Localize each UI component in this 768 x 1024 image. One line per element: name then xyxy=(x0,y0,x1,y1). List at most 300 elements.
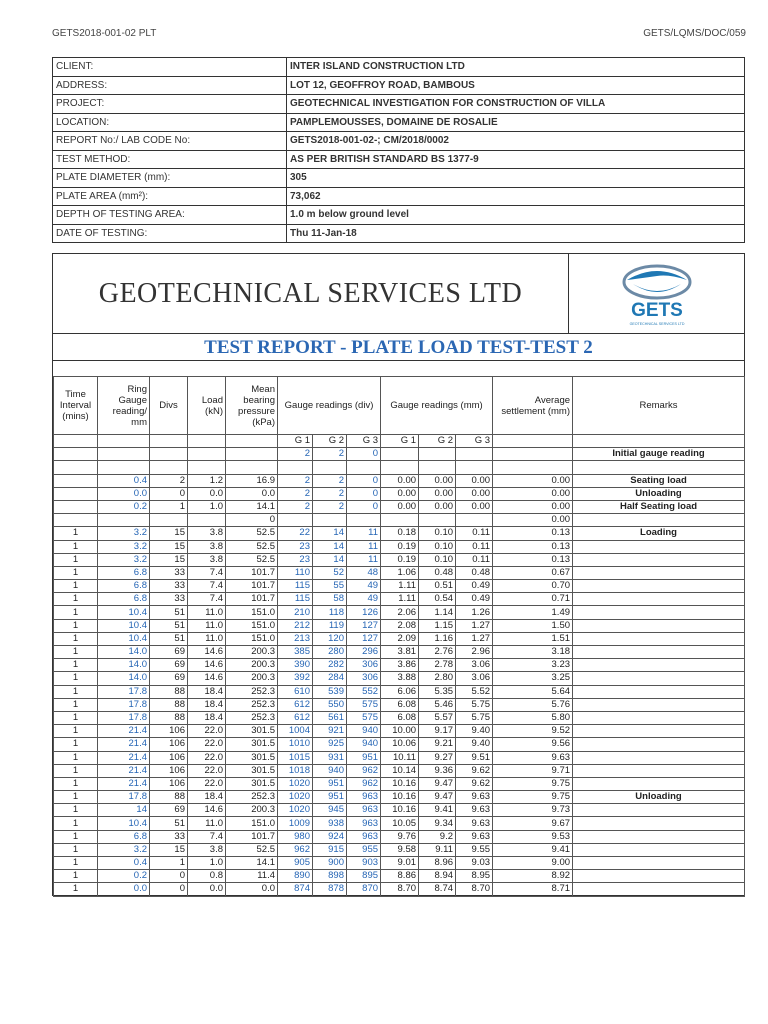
cell-ring-gauge: 6.8 xyxy=(98,566,150,579)
table-row xyxy=(54,738,745,751)
cell-g3-mm: 9.03 xyxy=(456,857,493,870)
cell-g1-div: 612 xyxy=(278,698,313,711)
info-row xyxy=(53,224,745,243)
cell-ring-gauge: 3.2 xyxy=(98,540,150,553)
cell-average-settlement: 5.76 xyxy=(493,698,573,711)
cell-divs: 106 xyxy=(150,764,188,777)
cell-remark: Half Seating load xyxy=(573,500,745,513)
header-pressure: Mean bearing pressure (kPa) xyxy=(226,377,278,435)
g1-div-label: G 1 xyxy=(278,435,313,448)
cell-g2-div: 2 xyxy=(313,500,347,513)
cell-g1-mm: 3.86 xyxy=(381,659,419,672)
cell-g3-mm: 9.63 xyxy=(456,791,493,804)
cell-average-settlement: 1.50 xyxy=(493,619,573,632)
info-value: INTER ISLAND CONSTRUCTION LTD xyxy=(287,58,745,77)
cell-time-interval: 1 xyxy=(54,646,98,659)
cell-g3-mm: 9.63 xyxy=(456,804,493,817)
cell-g1-mm: 10.16 xyxy=(381,777,419,790)
cell-ring-gauge: 10.4 xyxy=(98,817,150,830)
table-row xyxy=(54,791,745,804)
header-gauge-div: Gauge readings (div) xyxy=(278,377,381,435)
cell-divs: 33 xyxy=(150,593,188,606)
cell-ring-gauge xyxy=(98,461,150,474)
cell-g2-mm: 8.74 xyxy=(419,883,456,896)
cell-g1-mm: 10.06 xyxy=(381,738,419,751)
cell-ring-gauge: 17.8 xyxy=(98,711,150,724)
cell-ring-gauge: 6.8 xyxy=(98,580,150,593)
table-row xyxy=(54,619,745,632)
info-value: Thu 11-Jan-18 xyxy=(287,224,745,243)
info-value: PAMPLEMOUSSES, DOMAINE DE ROSALIE xyxy=(287,113,745,132)
info-row xyxy=(53,76,745,95)
cell-ring-gauge: 3.2 xyxy=(98,843,150,856)
cell-load: 3.8 xyxy=(188,553,226,566)
info-label: PLATE DIAMETER (mm): xyxy=(53,169,287,188)
cell-load: 22.0 xyxy=(188,764,226,777)
cell-remark xyxy=(573,804,745,817)
cell-remark xyxy=(573,606,745,619)
cell-average-settlement: 0.13 xyxy=(493,540,573,553)
cell-g1-div: 1018 xyxy=(278,764,313,777)
cell-divs: 106 xyxy=(150,725,188,738)
logo-subtext: GEOTECHNICAL SERVICES LTD xyxy=(629,322,685,326)
cell-g3-div: 870 xyxy=(347,883,381,896)
cell-time-interval: 1 xyxy=(54,870,98,883)
cell-average-settlement: 9.00 xyxy=(493,857,573,870)
table-row xyxy=(54,843,745,856)
cell-g2-div: 14 xyxy=(313,527,347,540)
cell-g3-div: 963 xyxy=(347,791,381,804)
gets-logo-icon xyxy=(569,254,745,334)
info-value: 1.0 m below ground level xyxy=(287,206,745,225)
cell-remark xyxy=(573,672,745,685)
cell-g1-mm: 2.09 xyxy=(381,632,419,645)
cell-average-settlement: 0.00 xyxy=(493,500,573,513)
cell-time-interval: 1 xyxy=(54,593,98,606)
table-row xyxy=(54,764,745,777)
cell-remark xyxy=(573,619,745,632)
cell-load: 22.0 xyxy=(188,725,226,738)
cell-g2-mm: 0.51 xyxy=(419,580,456,593)
cell-load: 1.2 xyxy=(188,474,226,487)
cell-g1-div: 905 xyxy=(278,857,313,870)
cell-remark xyxy=(573,540,745,553)
cell-g2-mm: 5.46 xyxy=(419,698,456,711)
cell-g1-mm: 10.16 xyxy=(381,791,419,804)
cell-ring-gauge: 0.2 xyxy=(98,500,150,513)
cell-g1-div: 1004 xyxy=(278,725,313,738)
cell-g2-div: 561 xyxy=(313,711,347,724)
cell-g1-mm: 6.08 xyxy=(381,698,419,711)
cell-mean-pressure: 101.7 xyxy=(226,593,278,606)
cell-g3-mm: 3.06 xyxy=(456,672,493,685)
cell-g2-mm: 9.21 xyxy=(419,738,456,751)
g2-mm-label: G 2 xyxy=(419,435,456,448)
cell-ring-gauge: 17.8 xyxy=(98,685,150,698)
table-row xyxy=(54,461,745,474)
cell-g1-div: 1020 xyxy=(278,804,313,817)
g1-mm-label: G 1 xyxy=(381,435,419,448)
cell-load: 0.0 xyxy=(188,883,226,896)
initial-remark: Initial gauge reading xyxy=(573,448,745,461)
cell-ring-gauge: 10.4 xyxy=(98,606,150,619)
cell-divs: 106 xyxy=(150,738,188,751)
cell-g1-div: 612 xyxy=(278,711,313,724)
cell-g2-mm: 9.2 xyxy=(419,830,456,843)
cell-mean-pressure: 16.9 xyxy=(226,474,278,487)
cell-g3-mm: 0.11 xyxy=(456,540,493,553)
cell-mean-pressure: 14.1 xyxy=(226,857,278,870)
header-divs: Divs xyxy=(150,377,188,435)
cell-divs: 69 xyxy=(150,646,188,659)
table-row xyxy=(54,672,745,685)
cell-g1-div: 210 xyxy=(278,606,313,619)
g3-div-label: G 3 xyxy=(347,435,381,448)
cell-g2-div: 2 xyxy=(313,487,347,500)
cell-g1-mm: 8.86 xyxy=(381,870,419,883)
cell-ring-gauge: 0.4 xyxy=(98,857,150,870)
cell-mean-pressure: 0 xyxy=(226,514,278,527)
cell-g2-mm: 0.48 xyxy=(419,566,456,579)
table-row xyxy=(54,553,745,566)
cell-g1-mm: 2.06 xyxy=(381,606,419,619)
cell-g2-div: 550 xyxy=(313,698,347,711)
cell-g3-div: 962 xyxy=(347,764,381,777)
cell-g3-mm: 8.95 xyxy=(456,870,493,883)
cell-divs: 33 xyxy=(150,830,188,843)
cell-g3-div: 940 xyxy=(347,725,381,738)
info-label: LOCATION: xyxy=(53,113,287,132)
cell-g2-mm: 1.14 xyxy=(419,606,456,619)
cell-divs: 106 xyxy=(150,777,188,790)
cell-g3-mm: 9.51 xyxy=(456,751,493,764)
cell-g3-mm: 9.62 xyxy=(456,777,493,790)
cell-g1-mm: 1.11 xyxy=(381,593,419,606)
cell-g1-div: 874 xyxy=(278,883,313,896)
cell-load: 7.4 xyxy=(188,566,226,579)
table-row xyxy=(54,777,745,790)
info-value: 73,062 xyxy=(287,187,745,206)
cell-g1-div: 2 xyxy=(278,487,313,500)
cell-g1-mm: 10.00 xyxy=(381,725,419,738)
cell-g2-mm: 9.11 xyxy=(419,843,456,856)
info-row xyxy=(53,169,745,188)
cell-remark xyxy=(573,883,745,896)
cell-g3-mm: 9.40 xyxy=(456,725,493,738)
cell-g1-mm: 0.19 xyxy=(381,540,419,553)
cell-remark xyxy=(573,857,745,870)
cell-g2-div: 55 xyxy=(313,580,347,593)
cell-g1-mm: 6.08 xyxy=(381,711,419,724)
cell-mean-pressure: 301.5 xyxy=(226,725,278,738)
cell-g2-mm: 0.10 xyxy=(419,553,456,566)
cell-mean-pressure: 200.3 xyxy=(226,659,278,672)
table-row xyxy=(54,804,745,817)
cell-g3-div: 0 xyxy=(347,474,381,487)
cell-divs: 88 xyxy=(150,685,188,698)
g2-div-label: G 2 xyxy=(313,435,347,448)
cell-average-settlement: 3.23 xyxy=(493,659,573,672)
cell-g3-div: 903 xyxy=(347,857,381,870)
cell-mean-pressure: 151.0 xyxy=(226,632,278,645)
cell-g3-div: 963 xyxy=(347,830,381,843)
cell-g3-mm: 0.00 xyxy=(456,500,493,513)
cell-g2-div: 280 xyxy=(313,646,347,659)
cell-time-interval: 1 xyxy=(54,632,98,645)
cell-remark xyxy=(573,580,745,593)
cell-g2-mm: 2.76 xyxy=(419,646,456,659)
table-row xyxy=(54,487,745,500)
cell-g3-div: 49 xyxy=(347,580,381,593)
header-remarks: Remarks xyxy=(573,377,745,435)
cell-divs: 88 xyxy=(150,711,188,724)
cell-divs: 15 xyxy=(150,527,188,540)
cell-load: 3.8 xyxy=(188,527,226,540)
cell-average-settlement: 0.00 xyxy=(493,474,573,487)
cell-remark xyxy=(573,566,745,579)
cell-load: 18.4 xyxy=(188,685,226,698)
cell-remark: Seating load xyxy=(573,474,745,487)
cell-g1-div: 890 xyxy=(278,870,313,883)
cell-ring-gauge: 17.8 xyxy=(98,791,150,804)
cell-ring-gauge: 10.4 xyxy=(98,632,150,645)
cell-load: 11.0 xyxy=(188,619,226,632)
info-label: REPORT No:/ LAB CODE No: xyxy=(53,132,287,151)
table-row xyxy=(54,474,745,487)
cell-g1-mm: 6.06 xyxy=(381,685,419,698)
cell-ring-gauge: 0.0 xyxy=(98,883,150,896)
info-value: AS PER BRITISH STANDARD BS 1377-9 xyxy=(287,150,745,169)
header-ring-gauge: Ring Gauge reading/ mm xyxy=(98,377,150,435)
info-label: TEST METHOD: xyxy=(53,150,287,169)
cell-average-settlement: 0.67 xyxy=(493,566,573,579)
table-row xyxy=(54,580,745,593)
cell-g3-mm: 9.63 xyxy=(456,830,493,843)
cell-g3-div: 48 xyxy=(347,566,381,579)
cell-g2-mm: 8.94 xyxy=(419,870,456,883)
cell-mean-pressure: 52.5 xyxy=(226,527,278,540)
cell-g1-mm: 10.05 xyxy=(381,817,419,830)
cell-g1-div: 22 xyxy=(278,527,313,540)
cell-g1-div: 385 xyxy=(278,646,313,659)
cell-average-settlement: 5.64 xyxy=(493,685,573,698)
cell-g1-div xyxy=(278,461,313,474)
cell-g2-mm: 9.17 xyxy=(419,725,456,738)
cell-g1-div: 1010 xyxy=(278,738,313,751)
cell-mean-pressure: 0.0 xyxy=(226,883,278,896)
cell-load xyxy=(188,461,226,474)
cell-g1-mm: 9.58 xyxy=(381,843,419,856)
info-row xyxy=(53,187,745,206)
cell-g2-div: 119 xyxy=(313,619,347,632)
cell-g3-div xyxy=(347,514,381,527)
cell-divs: 106 xyxy=(150,751,188,764)
table-row xyxy=(54,857,745,870)
cell-load: 1.0 xyxy=(188,857,226,870)
cell-g2-mm: 0.10 xyxy=(419,527,456,540)
cell-divs: 1 xyxy=(150,500,188,513)
cell-remark xyxy=(573,725,745,738)
cell-divs xyxy=(150,514,188,527)
info-label: PROJECT: xyxy=(53,95,287,114)
cell-ring-gauge: 21.4 xyxy=(98,725,150,738)
cell-g2-div: 52 xyxy=(313,566,347,579)
cell-divs: 33 xyxy=(150,580,188,593)
cell-load: 11.0 xyxy=(188,632,226,645)
cell-divs: 15 xyxy=(150,553,188,566)
cell-average-settlement: 0.13 xyxy=(493,527,573,540)
cell-g2-mm: 5.35 xyxy=(419,685,456,698)
cell-g2-div xyxy=(313,461,347,474)
cell-load: 22.0 xyxy=(188,777,226,790)
cell-g1-div xyxy=(278,514,313,527)
table-row xyxy=(54,870,745,883)
cell-g3-mm: 2.96 xyxy=(456,646,493,659)
cell-g1-mm: 0.19 xyxy=(381,553,419,566)
cell-g3-mm: 8.70 xyxy=(456,883,493,896)
cell-g2-mm: 1.15 xyxy=(419,619,456,632)
cell-g2-div: 931 xyxy=(313,751,347,764)
cell-g1-div: 212 xyxy=(278,619,313,632)
cell-average-settlement: 9.75 xyxy=(493,791,573,804)
cell-g3-mm: 0.48 xyxy=(456,566,493,579)
cell-mean-pressure: 52.5 xyxy=(226,540,278,553)
cell-time-interval: 1 xyxy=(54,527,98,540)
cell-mean-pressure: 252.3 xyxy=(226,698,278,711)
cell-g1-mm xyxy=(381,514,419,527)
cell-g3-div: 306 xyxy=(347,672,381,685)
cell-g2-mm: 9.34 xyxy=(419,817,456,830)
cell-g2-div: 2 xyxy=(313,474,347,487)
cell-average-settlement: 9.63 xyxy=(493,751,573,764)
cell-remark xyxy=(573,646,745,659)
table-row xyxy=(54,725,745,738)
cell-remark: Loading xyxy=(573,527,745,540)
cell-ring-gauge: 0.0 xyxy=(98,487,150,500)
project-info-table xyxy=(52,57,745,243)
initial-g3: 0 xyxy=(347,448,381,461)
report-title: TEST REPORT - PLATE LOAD TEST-TEST 2 xyxy=(53,335,744,361)
cell-g1-div: 115 xyxy=(278,580,313,593)
cell-load: 7.4 xyxy=(188,593,226,606)
cell-g3-div: 895 xyxy=(347,870,381,883)
initial-reading-row xyxy=(54,448,745,461)
cell-time-interval: 1 xyxy=(54,751,98,764)
cell-ring-gauge: 21.4 xyxy=(98,777,150,790)
cell-load: 14.6 xyxy=(188,672,226,685)
cell-average-settlement: 8.92 xyxy=(493,870,573,883)
cell-mean-pressure: 11.4 xyxy=(226,870,278,883)
cell-g3-div: 11 xyxy=(347,553,381,566)
cell-mean-pressure: 151.0 xyxy=(226,606,278,619)
cell-time-interval xyxy=(54,500,98,513)
cell-mean-pressure: 101.7 xyxy=(226,580,278,593)
cell-average-settlement: 9.71 xyxy=(493,764,573,777)
cell-remark xyxy=(573,830,745,843)
table-row xyxy=(54,817,745,830)
info-label: PLATE AREA (mm²): xyxy=(53,187,287,206)
cell-divs: 0 xyxy=(150,883,188,896)
cell-g3-div: 0 xyxy=(347,487,381,500)
cell-time-interval: 1 xyxy=(54,672,98,685)
cell-g1-mm: 0.18 xyxy=(381,527,419,540)
cell-load: 0.0 xyxy=(188,487,226,500)
cell-average-settlement: 0.00 xyxy=(493,487,573,500)
cell-average-settlement: 1.49 xyxy=(493,606,573,619)
cell-ring-gauge: 21.4 xyxy=(98,764,150,777)
cell-ring-gauge: 6.8 xyxy=(98,593,150,606)
cell-mean-pressure: 14.1 xyxy=(226,500,278,513)
cell-divs: 15 xyxy=(150,540,188,553)
cell-remark xyxy=(573,514,745,527)
info-value: 305 xyxy=(287,169,745,188)
cell-g2-div: 120 xyxy=(313,632,347,645)
cell-time-interval: 1 xyxy=(54,817,98,830)
cell-remark xyxy=(573,659,745,672)
cell-load: 18.4 xyxy=(188,791,226,804)
cell-time-interval: 1 xyxy=(54,553,98,566)
cell-g2-div: 878 xyxy=(313,883,347,896)
info-label: DEPTH OF TESTING AREA: xyxy=(53,206,287,225)
cell-g2-div: 945 xyxy=(313,804,347,817)
cell-mean-pressure: 101.7 xyxy=(226,566,278,579)
cell-remark xyxy=(573,764,745,777)
info-label: CLIENT: xyxy=(53,58,287,77)
cell-g1-div: 962 xyxy=(278,843,313,856)
cell-g3-mm: 1.27 xyxy=(456,632,493,645)
cell-average-settlement: 9.73 xyxy=(493,804,573,817)
cell-g2-mm: 9.47 xyxy=(419,777,456,790)
cell-g3-mm: 9.63 xyxy=(456,817,493,830)
cell-g2-mm: 9.41 xyxy=(419,804,456,817)
info-row xyxy=(53,132,745,151)
cell-g2-div: 539 xyxy=(313,685,347,698)
cell-divs: 15 xyxy=(150,843,188,856)
table-row xyxy=(54,685,745,698)
cell-time-interval: 1 xyxy=(54,711,98,724)
cell-average-settlement: 0.71 xyxy=(493,593,573,606)
cell-load: 11.0 xyxy=(188,606,226,619)
cell-time-interval: 1 xyxy=(54,883,98,896)
cell-g1-div: 2 xyxy=(278,474,313,487)
cell-g3-div: 0 xyxy=(347,500,381,513)
cell-ring-gauge: 10.4 xyxy=(98,619,150,632)
cell-g3-div: 49 xyxy=(347,593,381,606)
cell-mean-pressure xyxy=(226,461,278,474)
cell-ring-gauge: 14.0 xyxy=(98,672,150,685)
cell-mean-pressure: 252.3 xyxy=(226,711,278,724)
cell-time-interval: 1 xyxy=(54,830,98,843)
cell-g1-mm xyxy=(381,461,419,474)
cell-ring-gauge: 14.0 xyxy=(98,659,150,672)
cell-divs: 51 xyxy=(150,817,188,830)
cell-load: 7.4 xyxy=(188,830,226,843)
cell-g1-mm: 0.00 xyxy=(381,500,419,513)
cell-g2-div: 938 xyxy=(313,817,347,830)
cell-g3-mm: 0.11 xyxy=(456,527,493,540)
cell-average-settlement: 3.25 xyxy=(493,672,573,685)
cell-mean-pressure: 52.5 xyxy=(226,843,278,856)
cell-ring-gauge: 17.8 xyxy=(98,698,150,711)
cell-g3-div: 940 xyxy=(347,738,381,751)
cell-load: 22.0 xyxy=(188,738,226,751)
cell-g3-div: 126 xyxy=(347,606,381,619)
table-row xyxy=(54,632,745,645)
cell-g2-div: 940 xyxy=(313,764,347,777)
cell-g2-div: 951 xyxy=(313,791,347,804)
cell-divs xyxy=(150,461,188,474)
cell-average-settlement: 0.70 xyxy=(493,580,573,593)
